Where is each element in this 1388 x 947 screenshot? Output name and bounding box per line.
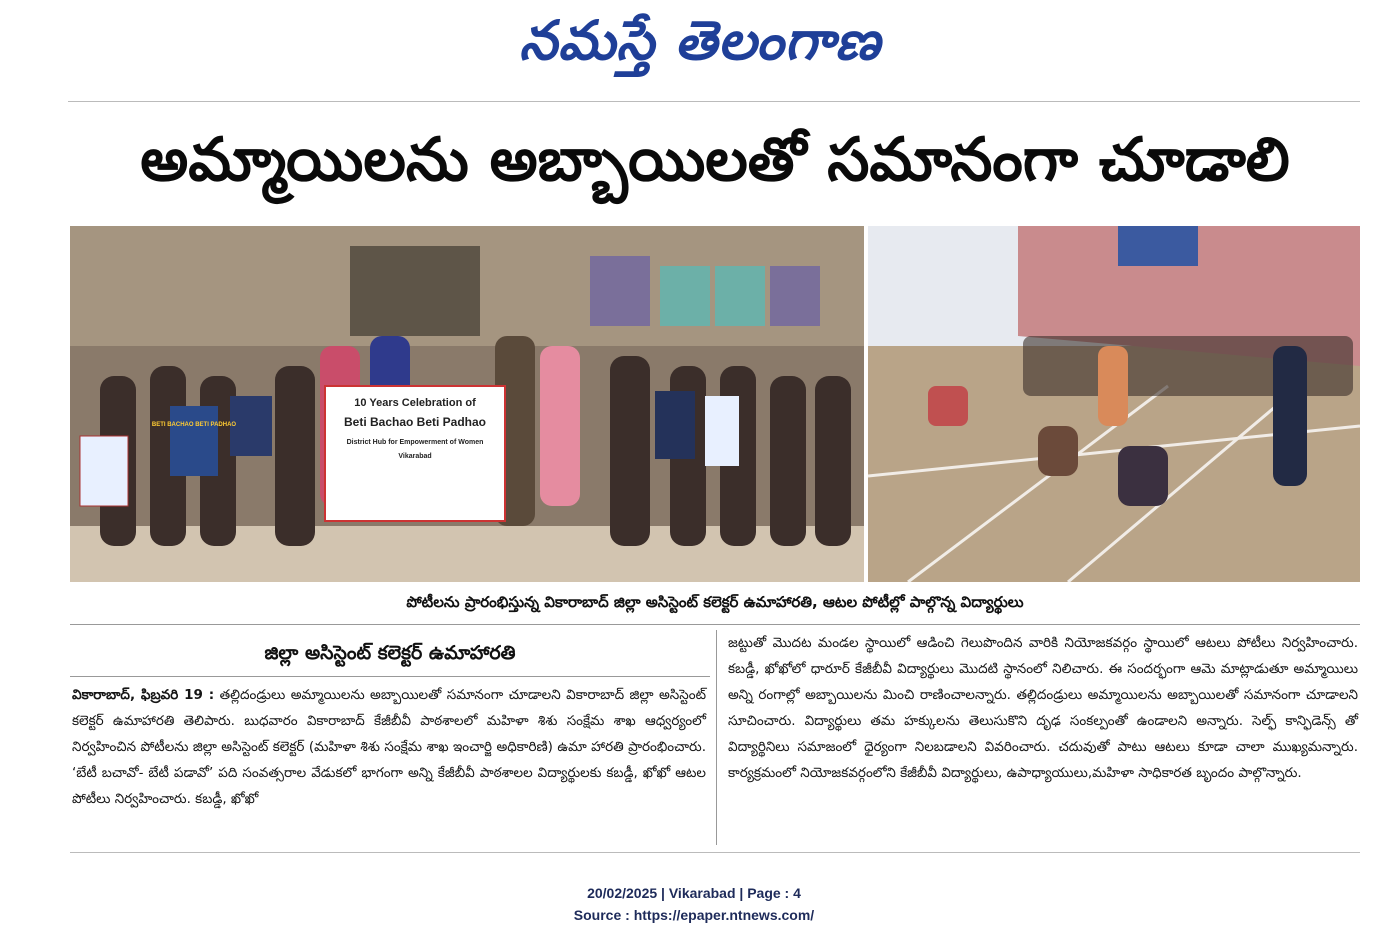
article-column-right (728, 630, 1358, 786)
banner-line-2: Beti Bachao Beti Padhao (343, 415, 487, 429)
footer-date-page: 20/02/2025 | Vikarabad | Page : 4 (587, 885, 801, 901)
article-headline: అమ్మాయిలను అబ్బాయిలతో సమానంగా చూడాలి (140, 125, 1290, 195)
footer-source: Source : https://epaper.ntnews.com/ (573, 907, 815, 923)
article-subheadline: జిల్లా అసిస్టెంట్ కలెక్టర్ ఉమాహారతి (264, 641, 516, 664)
placard-text: BETI BACHAO BETI PADHAO (151, 422, 237, 428)
subheadline-divider (70, 676, 710, 677)
placard (705, 396, 739, 466)
masthead-title: నమస్తే తెలంగాణ (519, 8, 881, 72)
caption-divider (70, 624, 1360, 625)
article-dateline: వికారాబాద్, ఫిబ్రవరి 19 : (72, 687, 215, 703)
placard (655, 391, 695, 459)
article-column-left (72, 682, 706, 812)
banner-line-4: Vikarabad (398, 453, 432, 460)
group-photo (70, 226, 864, 582)
article-text-right: జట్టుతో మొదట మండల స్థాయిలో ఆడించి గెలుపొందిన వారికి నియోజకవర్గం స్థాయిలో ఆటలు పోటీలు నిర్వహించారు. కబడ్డీ, ఖోఖోలో ధారూర్ కేజీబీవీ విద్యార్థులు మొదటి స్థానంలో నిలిచారు. ఈ సందర్భంగా ఆమె మాట్లాడుతూ అమ్మాయిలు అన్ని రంగాల్లో అబ్బాయిలను మించి రాణించాలన్నారు. తల్లిదండ్రులు అమ్మాయిలను అబ్బాయిలతో సమానంగా చూడాలని సూచించారు. విద్యార్థులు తమ హక్కులను తెలుసుకొని దృఢ సంకల్పంతో ఉండాలని అన్నారు. సెల్ఫ్ కాన్ఫిడెన్స్ తో విద్యార్థినిలు సమాజంలో ధైర్యంగా నిలబడాలని వివరించారు. చదువుతో పాటు ఆటలు కూడా చాలా ముఖ్యమన్నారు. కార్యక్రమంలో నియోజకవర్గంలోని కేజీబీవీ విద్యార్థులు, ఉపాధ్యాయులు,మహిళా సాధికారత బృందం పాల్గొన్నారు. (728, 635, 1358, 781)
placard (170, 406, 218, 476)
column-divider (716, 630, 717, 845)
banner-line-3: District Hub for Empowerment of Women (346, 439, 484, 446)
footer-divider (70, 852, 1360, 853)
placard (80, 436, 128, 506)
newspaper-masthead (440, 6, 960, 88)
placard (230, 396, 272, 456)
banner-line-1: 10 Years Celebration of (354, 397, 476, 409)
masthead-divider (68, 101, 1360, 102)
article-text-left: తల్లిదండ్రులు అమ్మాయిలను అబ్బాయిలతో సమానంగా చూడాలని వికారాబాద్ జిల్లా అసిస్టెంట్ కలెక్టర్ ఉమాహారతి తెలిపారు. బుధవారం వికారాబాద్ కేజీబీవీ పాఠశాలలో మహిళా శిశు సంక్షేమ శాఖ ఆధ్వర్యంలో నిర్వహించిన పోటీలను జిల్లా అసిస్టెంట్ కలెక్టర్ (మహిళా శిశు సంక్షేమ శాఖ ఇంచార్జి అధికారిణి) ఉమా హారతి ప్రారంభించారు. ‘బేటీ బచావో- బేటీ పడావో’ పది సంవత్సరాల వేడుకలో భాగంగా అన్ని కేజీబీవీ పాఠశాలల విద్యార్థులకు కబడ్డీ, ఖోఖో ఆటల పోటీలు నిర్వహించారు. కబడ్డీ, ఖోఖో (72, 687, 706, 807)
photo-caption: పోటీలను ప్రారంభిస్తున్న వికారాబాద్ జిల్లా అసిస్టెంట్ కలెక్టర్ ఉమాహారతి, ఆటల పోటీల్లో పాల్గొన్న విద్యార్థులు (406, 593, 1024, 611)
kho-kho-game-photo (868, 226, 1360, 582)
